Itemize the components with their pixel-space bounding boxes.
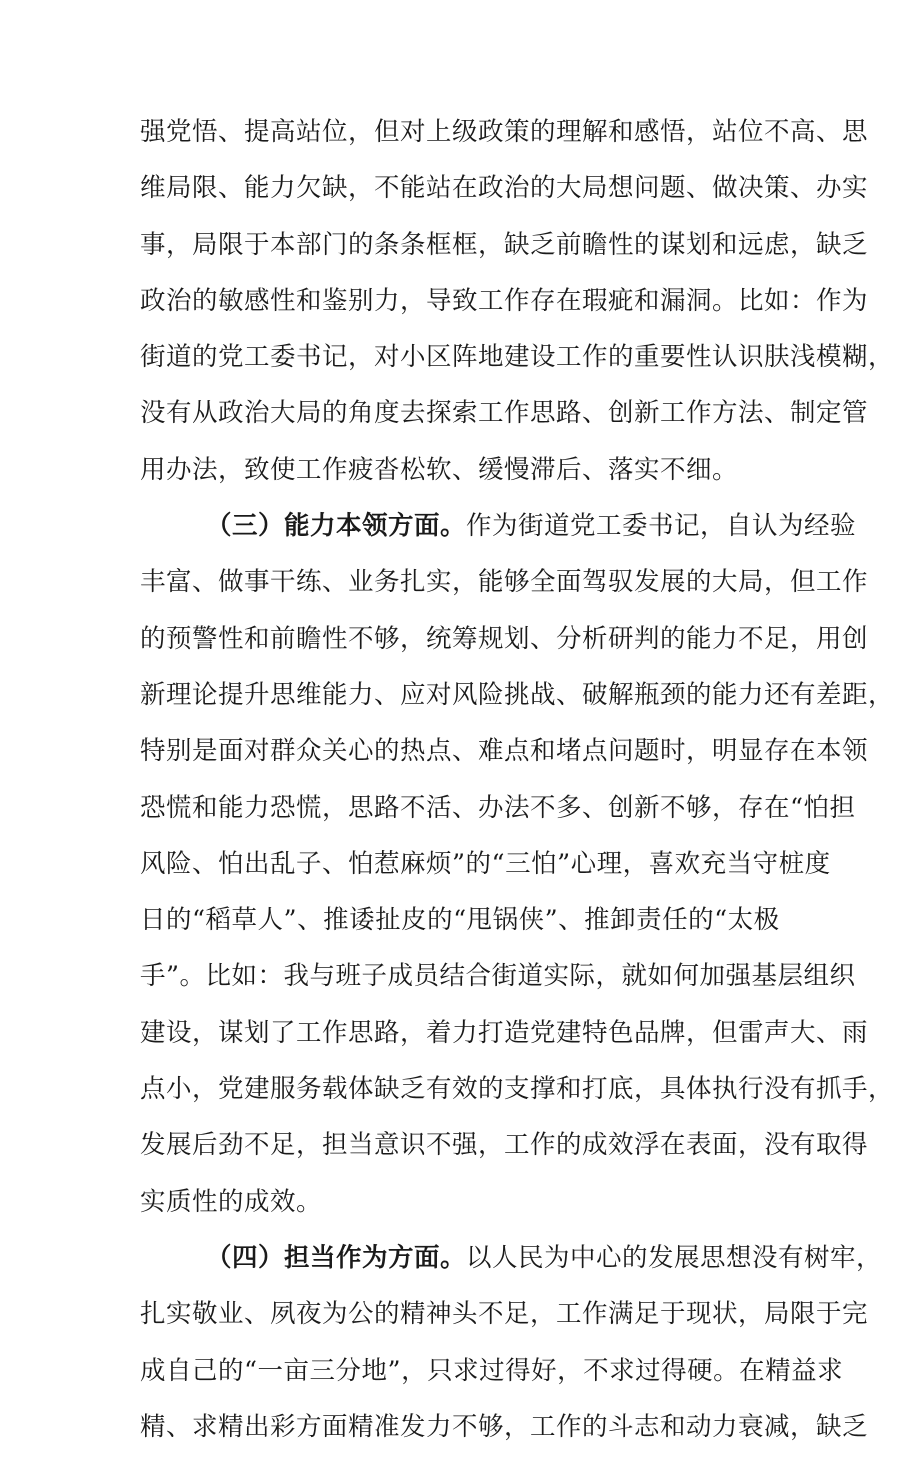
document-page [140, 112, 895, 1463]
paragraph-3 [140, 1238, 883, 1463]
text-line: 手”。比如：我与班子成员结合街道实际，就如何加强基层组织 [140, 961, 856, 992]
paragraph-first-line [140, 506, 857, 562]
text-line: 扎实敬业、夙夜为公的精神头不足，工作满足于现状，局限于完 [140, 1299, 869, 1330]
section-heading-3: （三）能力本领方面。 [206, 511, 467, 542]
text-line: 用办法，致使工作疲沓松软、缓慢滞后、落实不细。 [140, 454, 739, 485]
text-line: 街道的党工委书记，对小区阵地建设工作的重要性认识肤浅模糊， [140, 342, 895, 373]
text-span: 以人民为中心的发展思想没有树牢， [466, 1242, 883, 1273]
text-line: 事，局限于本部门的条条框框，缺乏前瞻性的谋划和远虑，缺乏 [140, 229, 869, 260]
text-line: 精、求精出彩方面精准发力不够，工作的斗志和动力衰减，缺乏 [140, 1411, 869, 1442]
paragraph-1 [140, 112, 895, 506]
text-line: 的预警性和前瞻性不够，统筹规划、分析研判的能力不足，用创 [140, 623, 869, 654]
paragraph-2 [140, 506, 895, 1238]
text-line: 点小，党建服务载体缺乏有效的支撑和打底，具体执行没有抓手， [140, 1074, 895, 1105]
text-line: 丰富、做事干练、业务扎实，能够全面驾驭发展的大局，但工作 [140, 567, 869, 598]
text-line: 强党悟、提高站位，但对上级政策的理解和感悟，站位不高、思 [140, 117, 869, 147]
text-line: 新理论提升思维能力、应对风险挑战、破解瓶颈的能力还有差距， [140, 679, 895, 710]
text-line: 政治的敏感性和鉴别力，导致工作存在瑕疵和漏洞。比如：作为 [140, 285, 869, 316]
paragraph-first-line [140, 1238, 883, 1294]
section-heading-4: （四）担当作为方面。 [206, 1242, 467, 1273]
text-line: 恐慌和能力恐慌，思路不活、办法不多、创新不够，存在“怕担 [140, 792, 856, 823]
text-line: 发展后劲不足，担当意识不强，工作的成效浮在表面，没有取得 [140, 1130, 869, 1161]
text-line: 没有从政治大局的角度去探索工作思路、创新工作方法、制定管 [140, 398, 869, 429]
text-span: 作为街道党工委书记，自认为经验 [466, 511, 857, 542]
text-line: 实质性的成效。 [140, 1186, 323, 1217]
text-line: 成自己的“一亩三分地”，只求过得好，不求过得硬。在精益求 [140, 1355, 844, 1386]
text-line: 维局限、能力欠缺，不能站在政治的大局想问题、做决策、办实 [140, 173, 869, 204]
text-line: 日的“稻草人”、推诿扯皮的“甩锅侠”、推卸责任的“太极 [140, 905, 780, 936]
text-line: 风险、怕出乱子、怕惹麻烦”的“三怕”心理，喜欢充当守桩度 [140, 848, 831, 879]
text-line: 特别是面对群众关心的热点、难点和堵点问题时，明显存在本领 [140, 736, 869, 767]
text-line: 建设，谋划了工作思路，着力打造党建特色品牌，但雷声大、雨 [140, 1017, 869, 1048]
